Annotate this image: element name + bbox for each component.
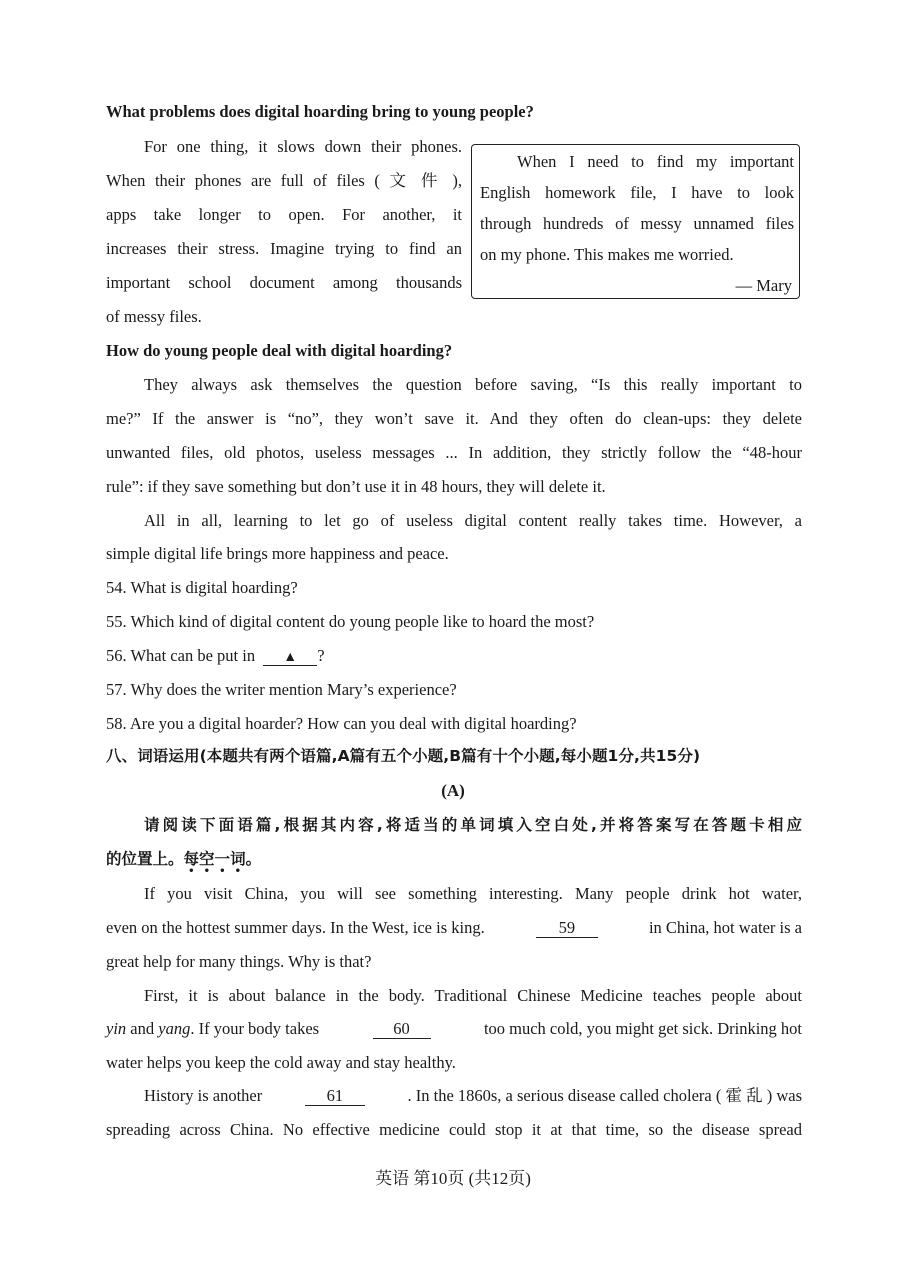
passage-line-5 (106, 1021, 802, 1039)
passage-line-4: First, it is about balance in the body. Traditional Chinese Medicine teaches people about (144, 986, 802, 1005)
quote-box (471, 144, 800, 299)
word-and: and (130, 1019, 155, 1038)
passage-line-7 (106, 1088, 802, 1106)
question-56-text: 56. What can be put in (106, 646, 256, 665)
p2-line-3: unwanted files, old photos, useless messages ... In addition, they strictly follow the “48-hour (106, 443, 802, 462)
p1-line-5: important school document among thousands (106, 273, 462, 292)
blank-59[interactable]: 59 (536, 920, 598, 938)
quote-line-3: through hundreds of messy unnamed files (480, 214, 794, 233)
word-yang: yang (158, 1019, 191, 1038)
passage-line-6: water helps you keep the cold away and stay healthy. (106, 1053, 456, 1072)
passage-line-1: If you visit China, you will see something interesting. Many people drink hot water, (144, 884, 802, 903)
quote-line-2: English homework file, I have to look (480, 183, 794, 202)
quote-line-1: When I need to find my important (517, 152, 794, 171)
emphasis-char-1: 每 (183, 850, 200, 868)
question-55: 55. Which kind of digital content do young people like to hoard the most? (106, 612, 595, 631)
question-57: 57. Why does the writer mention Mary’s experience? (106, 680, 457, 699)
p3-line-1: All in all, learning to let go of useless digital content really takes time. However, a (144, 511, 802, 530)
p3-line-2: simple digital life brings more happiness and peace. (106, 544, 449, 563)
instruction-text: 的位置上。 (106, 850, 184, 868)
p1-line-3: apps take longer to open. For another, it (106, 205, 462, 224)
passage-line-2-end: in China, hot water is a (648, 918, 802, 937)
passage-line-5-text: . If your body takes (190, 1019, 320, 1038)
part-label: (A) (441, 781, 465, 800)
passage-line-2-text: even on the hottest summer days. In the West, ice is king. (106, 918, 485, 937)
p1-line-2: When their phones are full of files ( 文 件 ), (106, 171, 462, 190)
triangle-icon: ▲ (263, 651, 317, 666)
question-56 (106, 648, 325, 666)
emphasis-char-4: 词 (230, 850, 246, 868)
passage-line-2 (106, 920, 802, 938)
question-58: 58. Are you a digital hoarder? How can you deal with digital hoarding? (106, 714, 577, 733)
p2-line-1: They always ask themselves the question before saving, “Is this really important to (144, 375, 802, 394)
emphasis-char-3: 一 (214, 850, 231, 868)
blank-61[interactable]: 61 (305, 1088, 365, 1106)
passage-line-7-text: History is another (144, 1086, 263, 1105)
word-yin: yin (106, 1019, 127, 1038)
quote-author: — Mary (735, 276, 792, 295)
p1-line-4: increases their stress. Imagine trying to find an (106, 239, 462, 258)
section-heading: 八、词语运用(本题共有两个语篇,A篇有五个小题,B篇有十个小题,每小题1分,共15分) (106, 747, 701, 765)
p2-line-4: rule”: if they save something but don’t use it in 48 hours, they will delete it. (106, 477, 606, 496)
page-footer: 英语 第10页 (共12页) (375, 1169, 531, 1188)
p1-line-6: of messy files. (106, 307, 202, 326)
passage-line-8: spreading across China. No effective medicine could stop it at that time, so the disease spread (106, 1120, 802, 1139)
p2-line-2: me?” If the answer is “no”, they won’t save it. And they often do clean-ups: they delete (106, 409, 802, 428)
instruction-end: 。 (245, 850, 262, 868)
instruction-line-2 (106, 852, 261, 868)
emphasis-char-2: 空 (199, 850, 215, 868)
instruction-line-1: 请阅读下面语篇,根据其内容,将适当的单词填入空白处,并将答案写在答题卡相应 (144, 816, 802, 834)
question-54: 54. What is digital hoarding? (106, 578, 298, 597)
passage-line-5-end: too much cold, you might get sick. Drinking hot (483, 1019, 802, 1038)
passage-line-7-end: . In the 1860s, a serious disease called cholera ( 霍 乱 ) was (407, 1086, 802, 1105)
blank-60[interactable]: 60 (373, 1021, 431, 1039)
passage-line-3: great help for many things. Why is that? (106, 952, 372, 971)
heading-deal: How do young people deal with digital hoarding? (106, 341, 453, 360)
heading-problems: What problems does digital hoarding bring to young people? (106, 102, 534, 121)
p1-line-1: For one thing, it slows down their phones. (144, 137, 462, 156)
question-56-mark: ? (317, 646, 325, 665)
quote-line-4: on my phone. This makes me worried. (480, 245, 734, 264)
